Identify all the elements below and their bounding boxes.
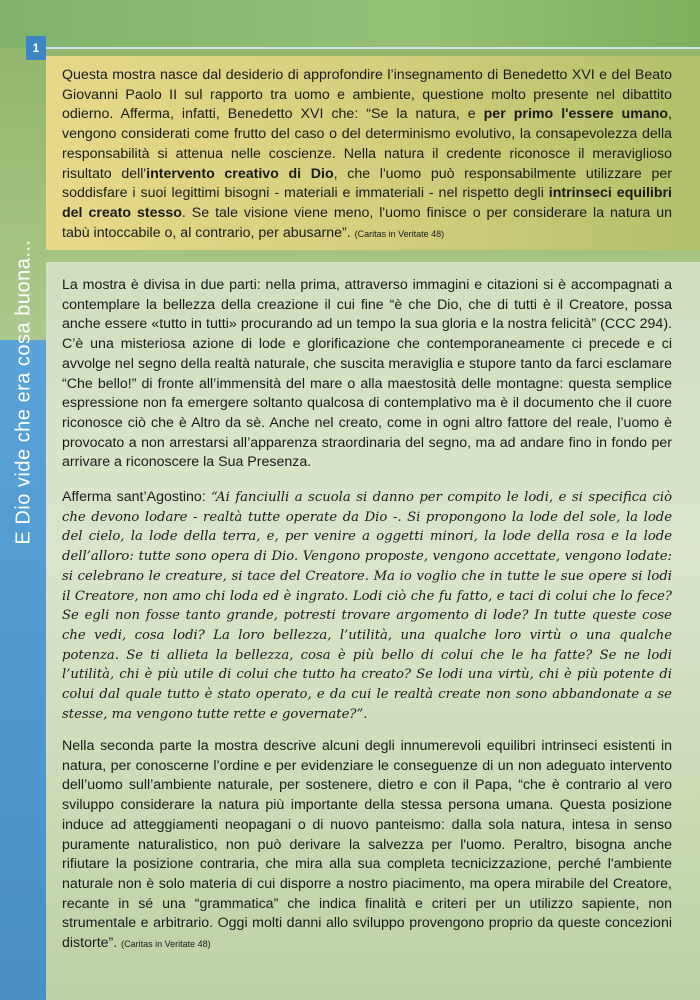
part-one-paragraph: La mostra è divisa in due parti: nella prima, attraverso immagini e citazioni si è accompagnati a contemplare la bellezza della creazione il cui fine “è che Dio, che di tutti è il Creatore, possa anche essere «tutto in tutti» procurando ad un tempo la sua gloria e la nostra felicità” (CCC 294). C’è una misteriosa azione di lode e glorificazione che contemporaneamente ci precede e ci avvolge nel segno della realtà naturale, che suscita meraviglia e stupore tanto da farci esclamare “Che bello!” di fronte all’immensità del mare o alla maestosità delle montagne: questa semplice espressione non fa emergere soltanto qualcosa di contemplativo ma è il documento che il cuore riconosce ciò che è Altro da sè. Anche nel creato, come in ogni altro fattore del reale, l’uomo è provocato a non arrestarsi all’apparenza straordinaria del segno, ma ad andare fino in fondo per arrivare a riconoscere la Sua Presenza. (62, 277, 672, 471)
intro-citation: (Caritas in Veritate 48) (354, 228, 445, 239)
side-title: E Dio vide che era cosa buona... (12, 239, 35, 545)
intro-paragraph: Questa mostra nasce dal desiderio di approfondire l’insegnamento di Benedetto XVI e del Beato Giovanni Paolo II sul rapporto tra uomo e ambiente, questione molto presente nel dibattito odierno. Afferma, infatti, Benedetto XVI che: “Se la natura, e per primo l'essere umano, vengono considerati come frutto del caso o del determinismo evolutivo, la consapevolezza della responsabilità si attenua nelle coscienze. Nella natura il credente riconosce il meraviglioso risultato dell'intervento creativo di Dio, che l'uomo può responsabilmente utilizzare per soddisfare i suoi legittimi bisogni - materiali e immateriali - nel rispetto degli intrinseci equilibri del creato stesso. Se tale visione viene meno, l'uomo finisce o per considerare la natura un tabù intoccabile o, al contrario, per abusarne”. (Caritas in Veritate 48) (62, 67, 672, 241)
page-number: 1 (26, 36, 46, 60)
header-bar (0, 0, 700, 48)
part-two-citation: (Caritas in Veritate 48) (121, 939, 211, 950)
part-two-paragraph: Nella seconda parte la mostra descrive alcuni degli innumerevoli equilibri intrinseci esistenti in natura, per conoscerne l’ordine e per evidenziare le conseguenze di un non adeguato intervento dell’uomo sull’ambiente naturale, per sostenere, dietro e con il Papa, “che è contrario al vero sviluppo considerare la natura più importante della stessa persona umana. Questa posizione induce ad atteggiamenti neopagani o di nuovo panteismo: dalla sola natura, intesa in senso puramente naturalistico, non può derivare la salvezza per l'uomo. Peraltro, bisogna anche rifiutare la posizione contraria, che mira alla sua completa tecnicizzazione, perché l'ambiente naturale non è solo materia di cui disporre a nostro piacimento, ma opera mirabile del Creatore, recante in sé una “grammatica” che indica finalità e criteri per un utilizzo sapiente, non strumentale e arbitrario. Oggi molti danni allo sviluppo provengono proprio da queste concezioni distorte”. (Caritas in Veritate 48) (62, 738, 672, 952)
augustine-quote-paragraph: Afferma sant’Agostino: “Ai fanciulli a scuola si danno per compito le lodi, e si specifica ciò che devono lodare - realtà tutte operate da Dio -. Si propongono la lode del sole, la lode del cielo, la lode della terra, e, per venire a oggetti minori, la lode della rosa e la lode dell’alloro: tutte sono opera di Dio. Vengono proposte, vengono accettate, vengono lodate: si celebrano le creature, si tace del Creatore. Ma io voglio che in tutte le sue opere si lodi il Creatore, non amo chi loda ed è ingrato. Lodi ciò che fu fatto, e taci di colui che lo fece? Se egli non fosse tanto grande, potresti trovare argomento di lode? In tutte queste cose che vedi, cosa lodi? La loro bellezza, l’utilità, una qualche loro virtù o una qualche potenza. Se ti allieta la bellezza, cosa è più bello di colui che le ha fatte? Se ne lodi l’utilità, chi è più utile di colui che tutto ha creato? Se lodi una virtù, chi è più potente di colui dal quale tutto è stato operato, e da cui le realtà create non sono abbandonate a se stesse, ma vengono tutte rette e governate?”. (62, 489, 673, 722)
header-divider (46, 47, 700, 49)
